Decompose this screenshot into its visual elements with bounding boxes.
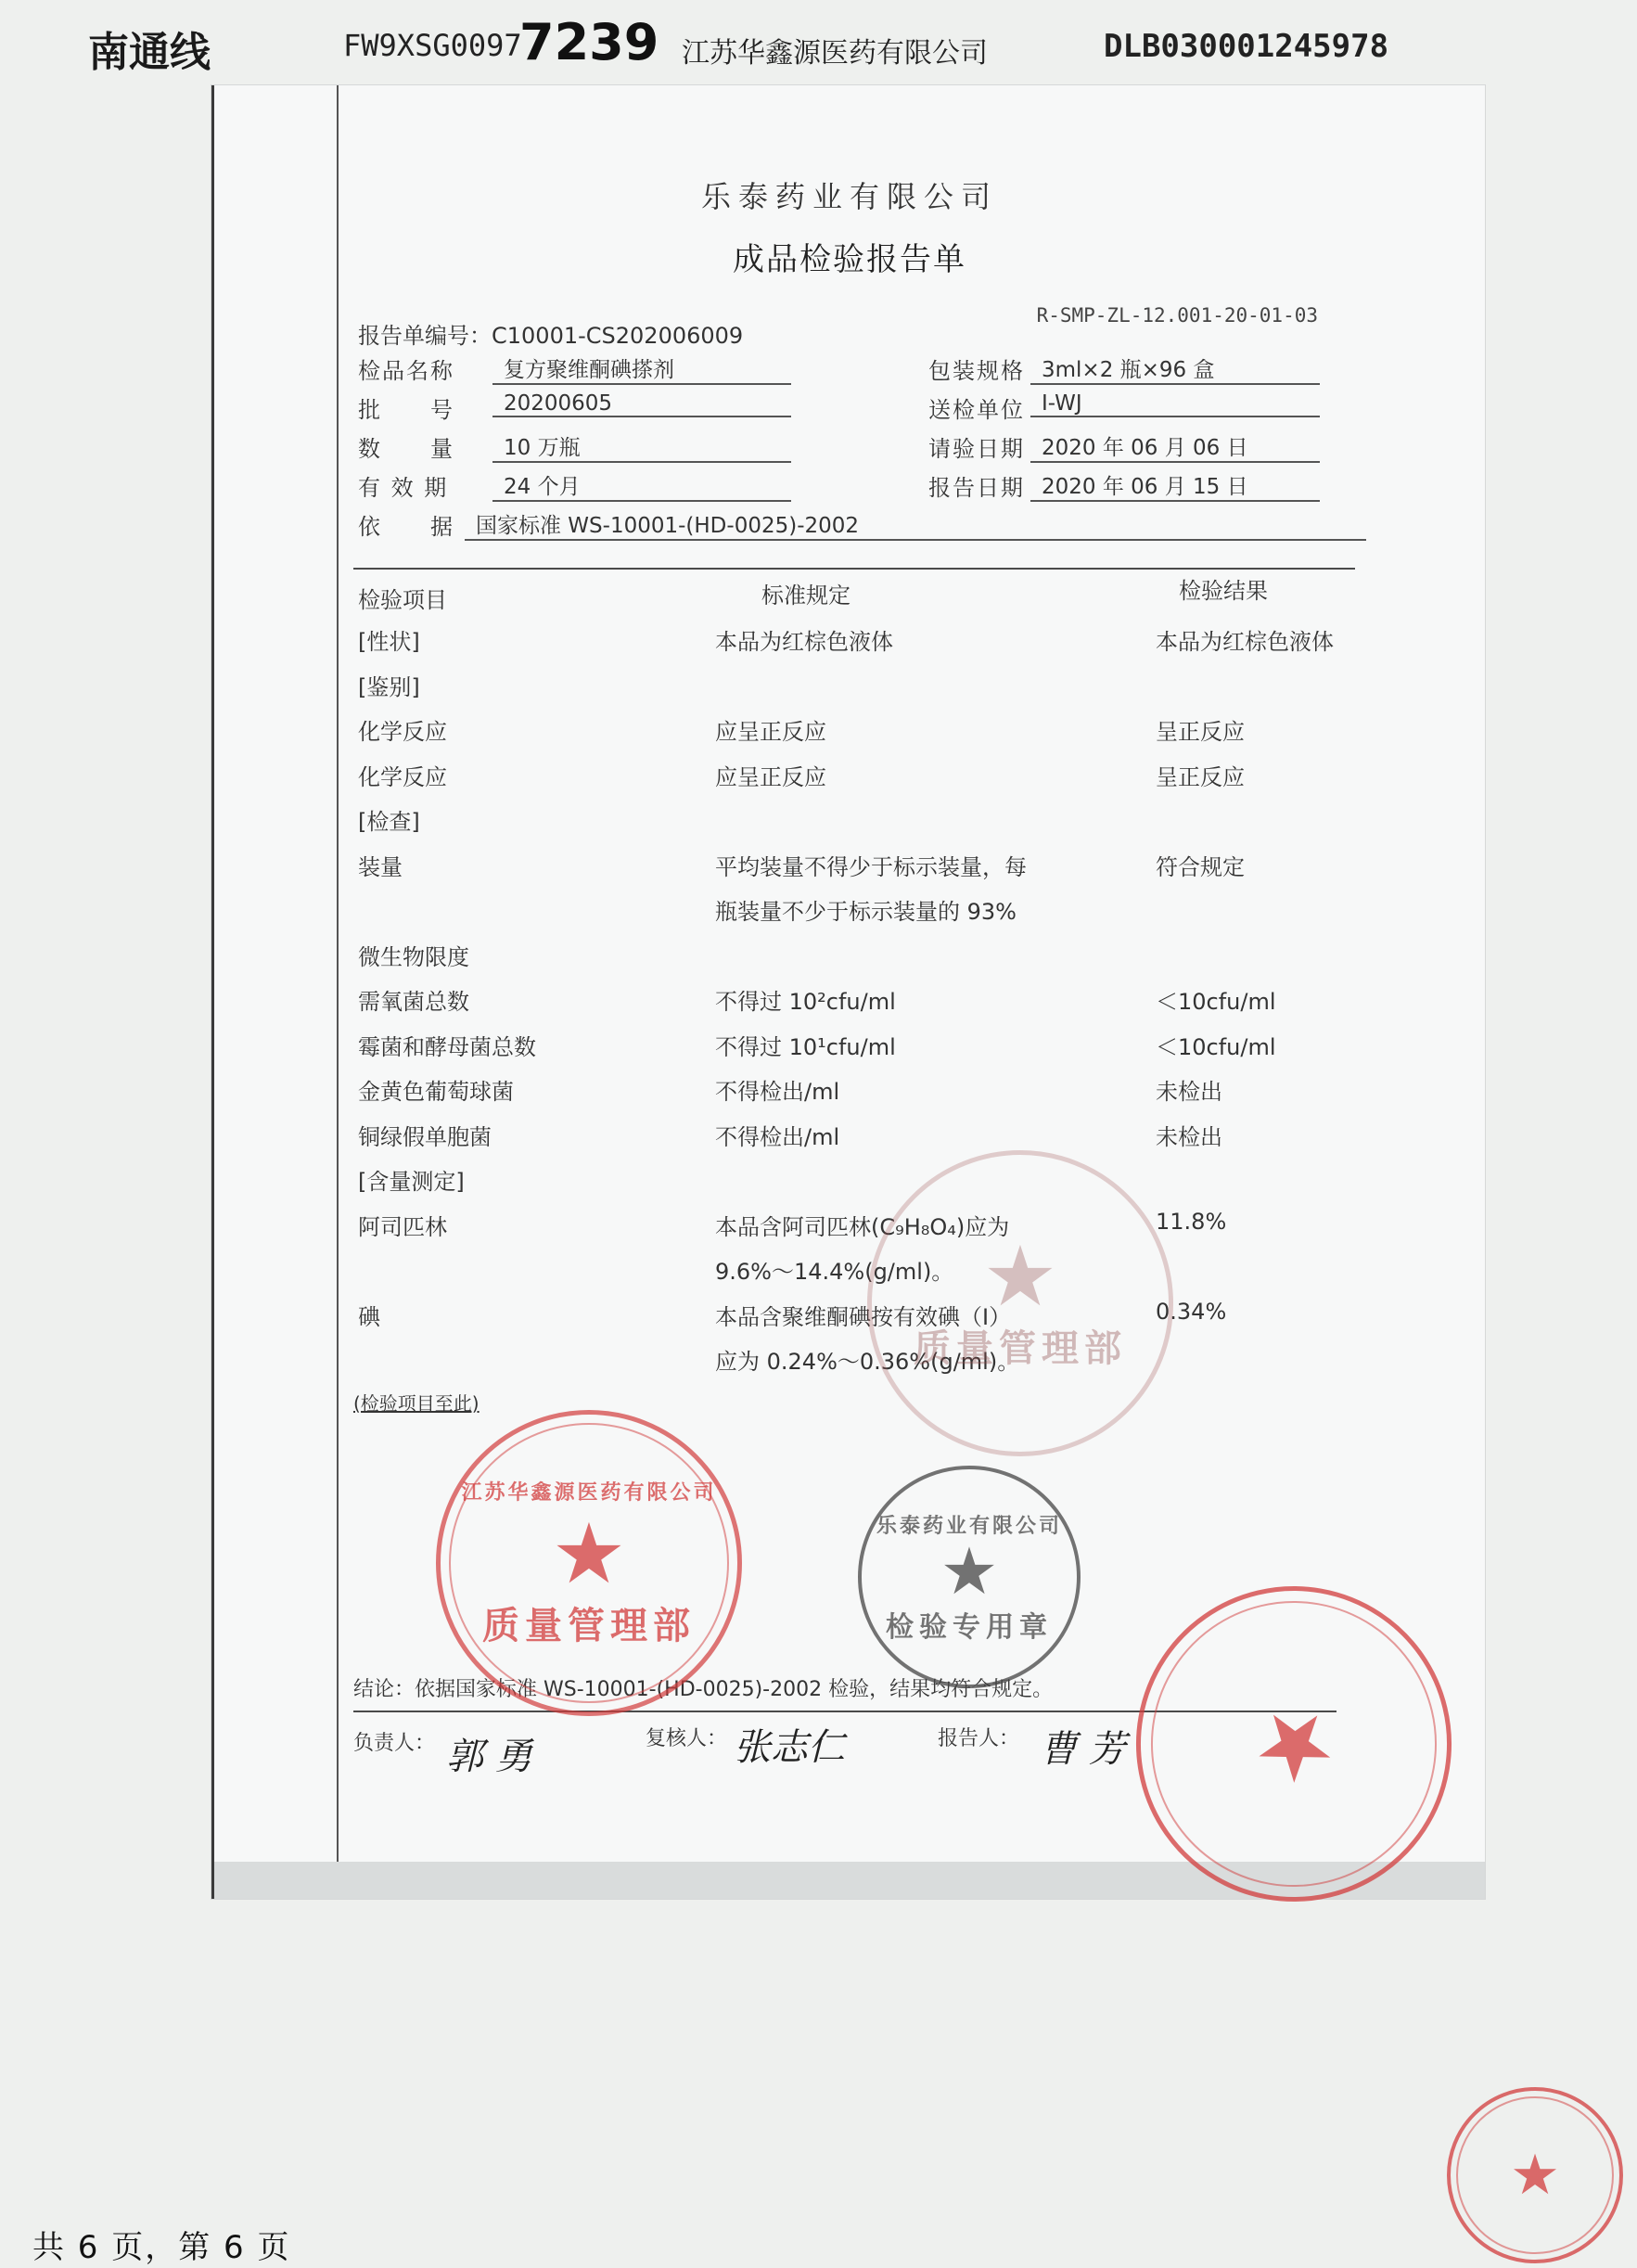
reporter-label: 报告人： <box>938 1727 1020 1750</box>
row-item: [含量测定] <box>358 1169 465 1195</box>
reviewer-label: 复核人： <box>646 1727 728 1750</box>
rep-date-label: 报告日期 <box>928 475 1025 501</box>
report-no-row <box>358 317 743 350</box>
row-result: ＜10cfu/ml <box>1156 989 1276 1015</box>
row-standard: 瓶装量不少于标示装量的 93% <box>715 899 1017 925</box>
page-footer: 共 6 页，第 6 页 <box>32 2229 291 2266</box>
row-item: 微生物限度 <box>358 943 469 970</box>
huaxin-qm-stamp <box>436 1410 742 1716</box>
responsible-signature: 郭 勇 <box>446 1736 532 1778</box>
col-item-header: 检验项目 <box>358 587 447 613</box>
margin-line <box>337 85 339 1866</box>
star-icon: ★ <box>1228 1674 1359 1813</box>
code-prefix: FW9XSG0097 <box>343 28 522 63</box>
row-standard: 不得过 10¹cfu/ml <box>715 1033 896 1060</box>
report-title: 成品检验报告单 <box>733 241 966 278</box>
basis-label: 依 据 <box>358 514 454 540</box>
row-item: 化学反应 <box>358 719 447 745</box>
row-standard: 不得检出/ml <box>715 1079 840 1105</box>
row-item: 霉菌和酵母菌总数 <box>358 1033 536 1060</box>
rep-date-value: 2020 年 06 月 15 日 <box>1030 469 1320 502</box>
star-icon: ★ <box>982 1227 1058 1326</box>
row-standard: 不得过 10²cfu/ml <box>715 989 896 1015</box>
row-item: 阿司匹林 <box>358 1213 447 1240</box>
responsible-label: 负责人： <box>353 1732 436 1755</box>
row-standard: 本品为红棕色液体 <box>715 629 893 655</box>
expiry-value: 24 个月 <box>492 469 791 502</box>
doc-code: R-SMP-ZL-12.001-20-01-03 <box>1036 304 1318 327</box>
letai-inspection-stamp <box>858 1466 1081 1688</box>
row-item: [检查] <box>358 809 420 835</box>
expiry-label: 有 效 期 <box>358 475 449 501</box>
document-header <box>0 0 1637 83</box>
row-result: 本品为红棕色液体 <box>1156 629 1334 655</box>
row-item: 碘 <box>358 1303 380 1330</box>
row-standard: 应为 0.24%～0.36%(g/ml)。 <box>715 1349 1020 1375</box>
row-result: 呈正反应 <box>1156 719 1245 745</box>
qty-label: 数 量 <box>358 436 454 462</box>
star-icon: ★ <box>940 1532 999 1609</box>
serial-number: DLB030001245978 <box>1104 28 1389 65</box>
row-result: 0.34% <box>1156 1298 1227 1325</box>
qm-stamp-faded <box>867 1150 1173 1456</box>
letai-center-text: 检验专用章 <box>886 1610 1053 1644</box>
name-label: 检品名称 <box>358 358 454 384</box>
row-standard: 本品含阿司匹林(C₉H₈O₄)应为 <box>715 1213 1010 1240</box>
qty-value: 10 万瓶 <box>492 430 791 463</box>
letai-ring-text: 乐泰药业有限公司 <box>876 1514 1062 1538</box>
table-top-line <box>353 568 1355 570</box>
row-standard: 本品含聚维酮碘按有效碘（I） <box>715 1303 1012 1330</box>
huaxin-qm-ring-text: 江苏华鑫源医药有限公司 <box>461 1481 717 1505</box>
row-item: [鉴别] <box>358 673 420 700</box>
row-result: 呈正反应 <box>1156 763 1245 790</box>
col-standard-header: 标准规定 <box>761 583 850 609</box>
conclusion: 结论：依据国家标准 WS-10001-(HD-0025)-2002 检验，结果均符合规定。 <box>353 1678 1054 1701</box>
dept-label: 送检单位 <box>928 397 1025 423</box>
company-name: 江苏华鑫源医药有限公司 <box>682 37 988 70</box>
row-item: 金黄色葡萄球菌 <box>358 1079 514 1105</box>
row-standard: 9.6%～14.4%(g/ml)。 <box>715 1259 954 1285</box>
row-item: 铜绿假单胞菌 <box>358 1123 492 1150</box>
row-item: 化学反应 <box>358 763 447 790</box>
row-result: 11.8% <box>1156 1208 1227 1235</box>
dept-value: Ⅰ-WJ <box>1030 391 1320 417</box>
star-icon: ★ <box>551 1506 627 1603</box>
star-icon: ★ <box>1510 2143 1560 2208</box>
batch-value: 20200605 <box>492 391 791 417</box>
route-label: 南通线 <box>88 29 211 76</box>
reporter-signature: 曹 芳 <box>1040 1728 1126 1771</box>
row-result: 未检出 <box>1156 1079 1222 1105</box>
row-standard: 应呈正反应 <box>715 763 826 790</box>
report-org: 乐泰药业有限公司 <box>700 179 998 214</box>
row-result: 符合规定 <box>1156 853 1245 880</box>
req-date-label: 请验日期 <box>928 436 1025 462</box>
row-item: [性状] <box>358 629 420 655</box>
pack-label: 包装规格 <box>928 358 1025 384</box>
row-standard: 平均装量不得少于标示装量，每 <box>715 853 1027 880</box>
row-item: 需氧菌总数 <box>358 989 469 1015</box>
batch-label: 批 号 <box>358 397 454 423</box>
col-result-header: 检验结果 <box>1179 578 1268 604</box>
basis-value: 国家标准 WS-10001-(HD-0025)-2002 <box>465 508 1366 541</box>
row-item: 装量 <box>358 853 403 880</box>
row-result: ＜10cfu/ml <box>1156 1033 1276 1060</box>
end-note: (检验项目至此) <box>353 1392 480 1415</box>
huaxin-qm-center-text: 质量管理部 <box>482 1605 696 1647</box>
qm-center-text: 质量管理部 <box>914 1326 1127 1370</box>
row-result: 未检出 <box>1156 1123 1222 1150</box>
reviewer-signature: 张志仁 <box>734 1726 845 1769</box>
seal-stamp-corner <box>1447 2087 1623 2263</box>
report-no: C10001-CS202006009 <box>492 323 744 349</box>
report-no-label: 报告单编号： <box>358 323 492 349</box>
code-suffix: 7239 <box>519 13 659 71</box>
row-standard: 不得检出/ml <box>715 1123 840 1150</box>
req-date-value: 2020 年 06 月 06 日 <box>1030 430 1320 463</box>
name-value: 复方聚维酮碘搽剂 <box>492 352 791 385</box>
pack-value: 3ml×2 瓶×96 盒 <box>1030 352 1320 385</box>
row-standard: 应呈正反应 <box>715 719 826 745</box>
